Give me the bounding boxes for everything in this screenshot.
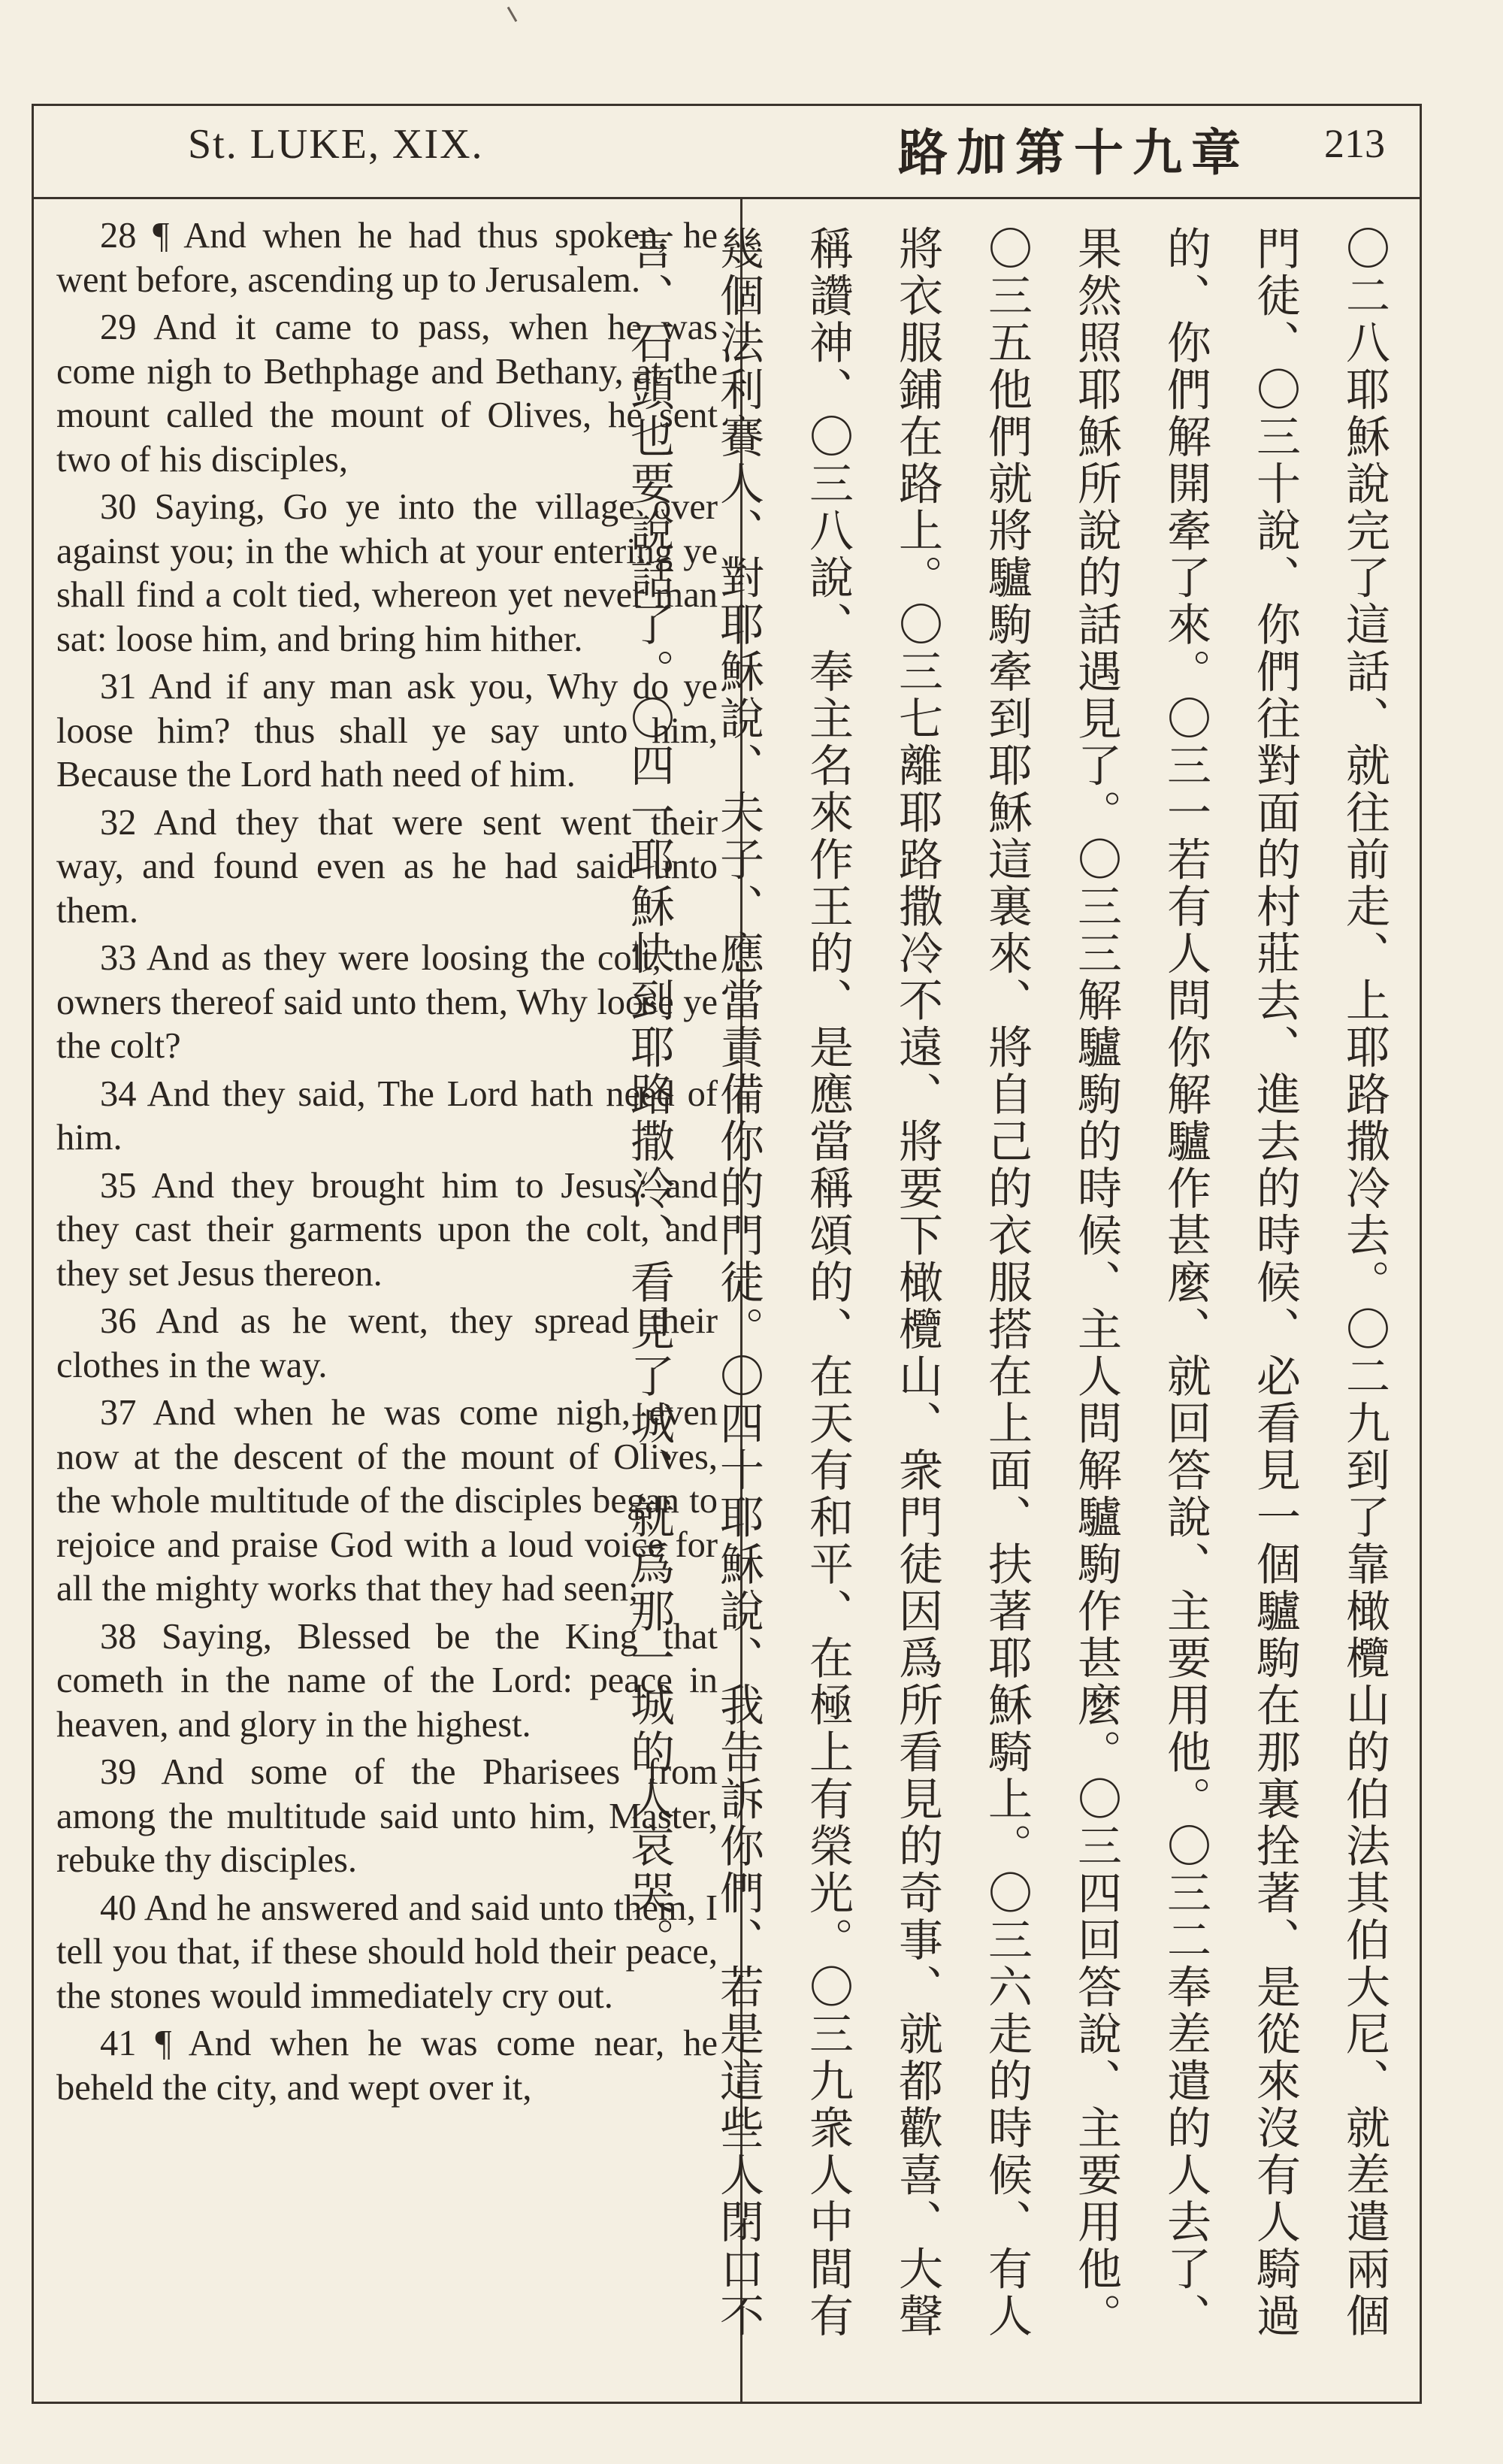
english-verse-35: 35 And they brought him to Jesus: and they cast their garments upon the colt, and they set Jesus thereon. [56, 1165, 718, 1294]
english-verse-36: 36 And as he went, they spread their clothes in the way. [56, 1301, 718, 1385]
english-verse-31: 31 And if any man ask you, Why do ye loose him? thus shall ye say unto him, Because the Lord hath need of him. [56, 667, 718, 795]
chinese-verse-40: 〇四十耶穌說、我告訴你們、若是這些人閉口不言、石頭也要說話了。 [623, 226, 764, 2340]
chinese-verse-36: 〇三六走的時候、有人將衣服鋪在路上。 [891, 226, 1033, 2340]
english-running-title: St. LUKE, XIX. [188, 121, 484, 168]
stray-mark [507, 7, 518, 23]
english-verse-40: 40 And he answered and said unto them, I tell you that, if these should hold their peace, the stones would immediately cry out. [56, 1887, 718, 2016]
chinese-verse-33: 〇三三解驢駒的時候、主人問解驢駒作甚麼。 [1070, 836, 1122, 1776]
chinese-verse-32: 〇三二奉差遣的人去了、果然照耶穌所說的話遇見了。 [1070, 226, 1211, 2340]
english-verse-32: 32 And they that were sent went their way, and found even as he had said unto them. [56, 802, 718, 931]
english-verse-33: 33 And as they were loosing the colt, the owners thereof said unto them, Why loose ye the colt? [56, 938, 718, 1066]
chinese-verse-35: 〇三五他們就將驢駒牽到耶穌這裏來、將自己的衣服搭在上面、扶著耶穌騎上。 [981, 226, 1033, 1870]
english-verse-41: 41 ¶ And when he was come near, he beheld the city, and wept over it, [56, 2024, 718, 2108]
chinese-verse-38: 〇三八說、奉主名來作王的、是應當稱頌的、在天有和平、在極上有榮光。 [802, 413, 854, 1964]
chinese-verse-29: 〇二九到了靠橄欖山的伯法其伯大尼、就差遣兩個門徒、 [1249, 226, 1390, 2340]
chinese-verse-30: 〇三十說、你們往對面的村莊去、進去的時候、必看見一個驢駒在那裏拴著、是從來沒有人騎過的、你們解開牽了來。 [1160, 226, 1301, 2340]
english-verse-30: 30 Saying, Go ye into the village over against you; in the which at your entering ye shall find a colt tied, whereon yet never man sat: loose him, and bring him hither. [56, 487, 718, 659]
chinese-verse-31: 〇三一若有人問你解驢作甚麼、就回答說、主要用他。 [1160, 695, 1211, 1823]
chinese-verse-39: 〇三九衆人中間有幾個法利賽人、對耶穌說、夫子、應當責備你的門徒。 [712, 226, 854, 2340]
english-verse-38: 38 Saying, Blessed be the King that cometh in the name of the Lord: peace in heaven, and glory in the highest. [56, 1616, 718, 1745]
english-verse-29: 29 And it came to pass, when he was come nigh to Bethphage and Bethany, at the mount called the mount of Olives, he sent two of his disciples, [56, 307, 718, 480]
page-number: 213 [1324, 121, 1385, 166]
chinese-verse-41: 〇四一耶穌快到耶路撒冷、看見了城、就爲那一城的人哀哭。 [623, 695, 675, 1964]
chinese-verse-28: 〇二八耶穌說完了這話、就往前走、上耶路撒冷去。 [1338, 226, 1390, 1306]
chinese-verse-37: 〇三七離耶路撒冷不遠、將要下橄欖山、衆門徒因爲所看見的奇事、就都歡喜、大聲稱讚神、 [802, 226, 943, 2340]
english-verse-34: 34 And they said, The Lord hath need of him. [56, 1073, 718, 1158]
chinese-column [623, 226, 1409, 2383]
chinese-verse-34: 〇三四回答說、主要用他。 [1070, 1775, 1122, 2340]
english-verse-37: 37 And when he was come nigh, even now at the descent of the mount of Olives, the whole multitude of the disciples began to rejoice and praise God with a loud voice for all the mighty works that they had seen; [56, 1393, 718, 1609]
chinese-running-title: 路加第十九章 [898, 124, 1250, 182]
header-rule [32, 197, 1422, 199]
english-verse-39: 39 And some of the Pharisees from among the multitude said unto him, Master, rebuke thy disciples. [56, 1752, 718, 1880]
english-verse-28: 28 ¶ And when he had thus spoken, he went before, ascending up to Jerusalem. [56, 216, 718, 300]
